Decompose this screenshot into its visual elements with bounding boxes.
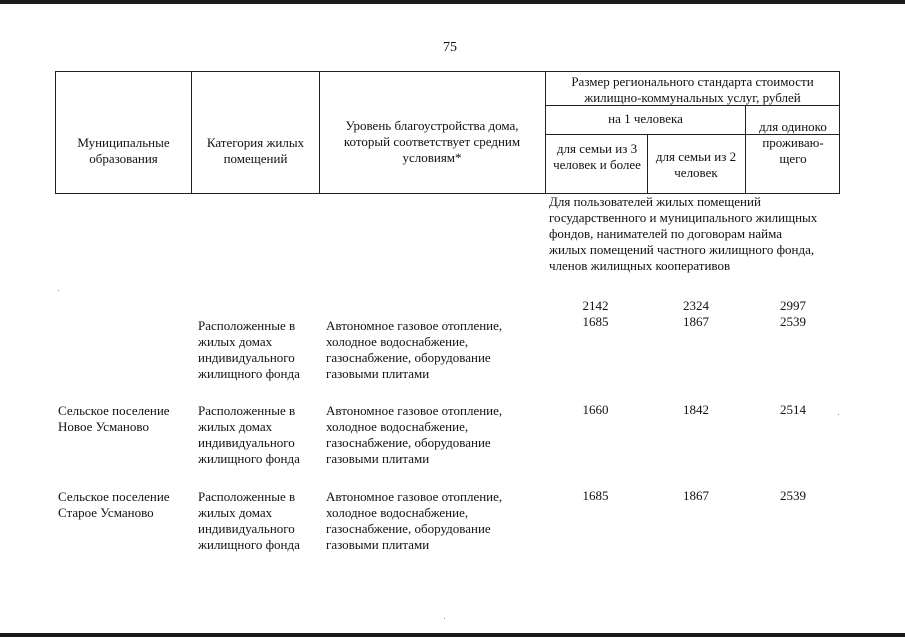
row-level: Автономное газовое отопление, холодное водоснабжение, газоснабжение, оборудование газовыми плитами (326, 403, 503, 466)
header-left-border (55, 71, 56, 194)
header-col-divider-3 (545, 71, 546, 194)
header-level: Уровень благоустройства дома, который соответствует средним условиям* (343, 118, 521, 165)
row-municipality: Сельское поселение Новое Усманово (58, 403, 170, 434)
row-family3: 1685 (582, 314, 609, 329)
header-per-person: на 1 человека (608, 111, 683, 126)
header-col-divider-5 (745, 105, 746, 194)
scan-speck (444, 618, 445, 619)
header-municipality: Муниципальные образования (77, 135, 170, 166)
row-single: 2539 (780, 314, 806, 329)
row-category: Расположенные в жилых домах индивидуального жилищного фонда (198, 318, 300, 381)
row-family2: 1867 (683, 488, 709, 503)
row-single: 2539 (780, 488, 806, 503)
scan-speck (58, 290, 59, 291)
header-col-divider-2 (319, 71, 320, 194)
scan-speck (838, 414, 839, 415)
row-category: Расположенные в жилых домах индивидуального жилищного фонда (198, 403, 300, 466)
row-family2: 1867 (683, 314, 709, 329)
header-family3: для семьи из 3 человек и более (553, 141, 641, 172)
row-family2: 1842 (683, 402, 709, 417)
header-standard-group: Размер регионального стандарта стоимости жилищно-коммунальных услуг, рублей (571, 74, 814, 105)
page-number: 75 (443, 40, 457, 55)
row-municipality: Сельское поселение Старое Усманово (58, 489, 170, 520)
row-single: 2514 (780, 402, 806, 417)
section-value-family2: 2324 (683, 298, 709, 313)
header-top-border (55, 71, 840, 72)
section-value-single: 2997 (780, 298, 806, 313)
row-level: Автономное газовое отопление, холодное водоснабжение, газоснабжение, оборудование газовыми плитами (326, 318, 503, 381)
scan-edge-top (0, 0, 905, 4)
header-single: для одиноко проживаю-щего (759, 119, 827, 166)
header-right-border (839, 71, 840, 194)
section-note: Для пользователей жилых помещений государственного и муниципального жилищных фондов, нанимателей по договорам найма жилых помещений частного жилищного фонда, членов жилищных кооперативов (549, 194, 818, 273)
header-category: Категория жилых помещений (206, 135, 305, 166)
header-col-divider-1 (191, 71, 192, 194)
row-family3: 1685 (582, 488, 609, 503)
section-value-family3: 2142 (582, 298, 609, 313)
header-family2: для семьи из 2 человек (655, 149, 737, 180)
row-category: Расположенные в жилых домах индивидуального жилищного фонда (198, 489, 300, 552)
row-level: Автономное газовое отопление, холодное водоснабжение, газоснабжение, оборудование газовыми плитами (326, 489, 503, 552)
scan-edge-bottom (0, 633, 905, 637)
row-family3: 1660 (582, 402, 609, 417)
